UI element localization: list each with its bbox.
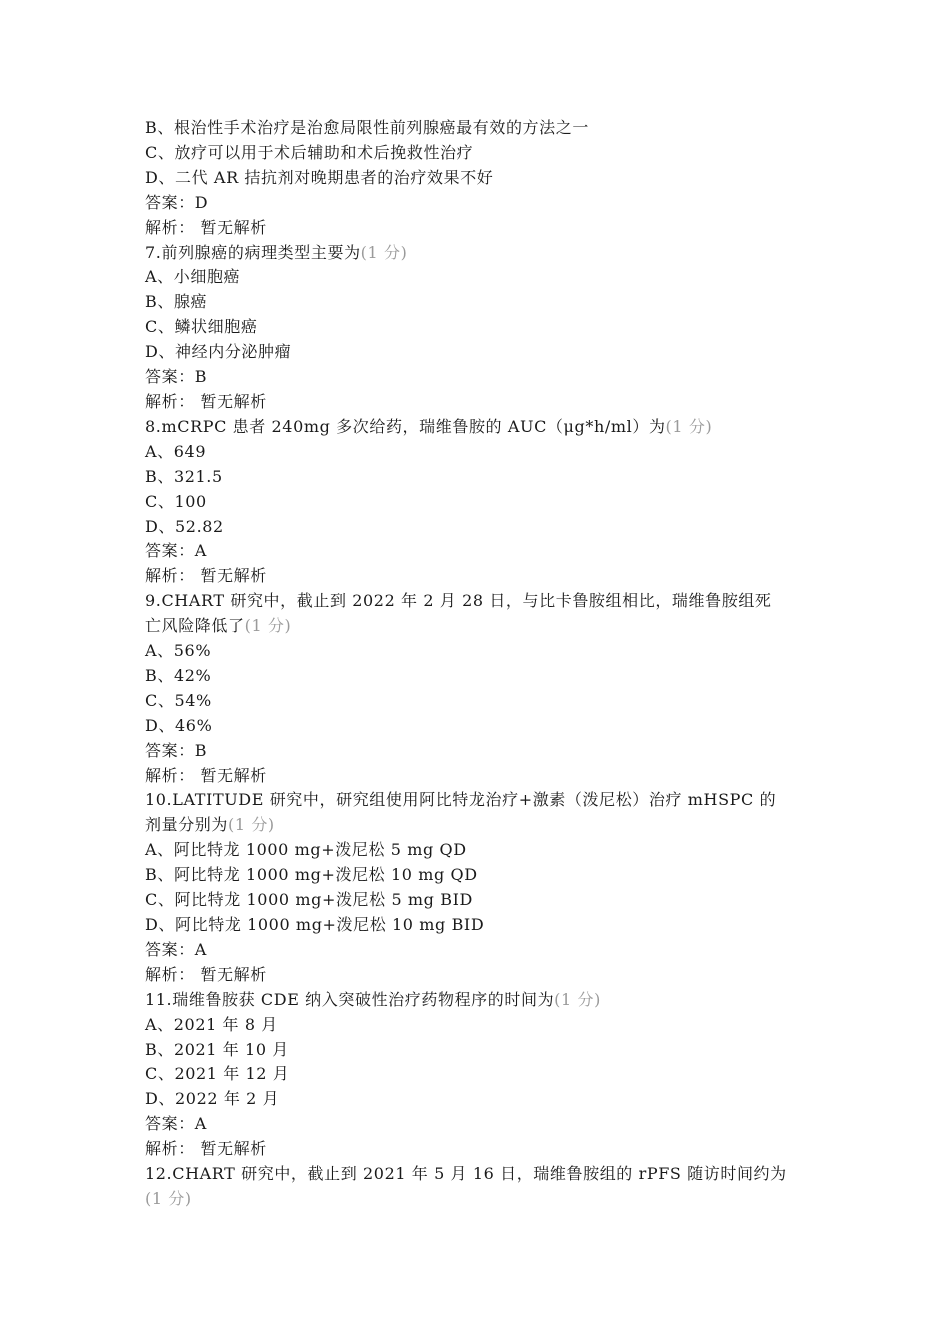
question-stem: 10.LATITUDE 研究中，研究组使用阿比特龙治疗+激素（泼尼松）治疗 mHSPC 的 [145, 790, 777, 810]
option-b: B、321.5 [145, 466, 223, 486]
option-c: C、100 [145, 491, 207, 511]
option-b: B、42% [145, 665, 212, 685]
question-score: (1 分) [145, 1188, 192, 1208]
analysis: 解析： 暂无解析 [145, 1139, 267, 1159]
option-d: D、阿比特龙 1000 mg+泼尼松 10 mg BID [145, 915, 485, 934]
answer: 答案：A [145, 541, 207, 561]
answer: 答案：B [145, 367, 208, 387]
option-a: A、56% [145, 641, 212, 661]
answer: 答案：A [145, 1114, 207, 1134]
option-a: A、2021 年 8 月 [145, 1014, 278, 1034]
option-c: C、54% [145, 690, 212, 710]
answer: 答案：D [145, 192, 209, 212]
analysis: 解析： 暂无解析 [145, 217, 267, 237]
option-c: C、阿比特龙 1000 mg+泼尼松 5 mg BID [145, 890, 473, 910]
answer: 答案：B [145, 740, 208, 760]
question-stem: 9.CHART 研究中，截止到 2022 年 2 月 28 日，与比卡鲁胺组相比，瑞维鲁胺组死 [145, 591, 772, 611]
option-b: B、腺癌 [145, 292, 208, 312]
question-score: (1 分) [360, 242, 408, 262]
answer: 答案：A [145, 939, 207, 959]
analysis: 解析： 暂无解析 [145, 765, 267, 785]
question-stem-continued: 亡风险降低了(1 分) [145, 616, 292, 636]
option-c: C、鳞状细胞癌 [145, 317, 258, 337]
question-stem: 7.前列腺癌的病理类型主要为(1 分) [145, 242, 408, 262]
option-c: C、2021 年 12 月 [145, 1064, 290, 1084]
option-d: D、46% [145, 715, 213, 735]
option-d: D、52.82 [145, 516, 224, 536]
option-a: A、小细胞癌 [145, 267, 241, 287]
option-d: D、2022 年 2 月 [145, 1089, 280, 1109]
option-d: D、二代 AR 拮抗剂对晚期患者的治疗效果不好 [145, 167, 494, 187]
question-score: (1 分) [228, 815, 275, 835]
document-page [145, 116, 815, 1212]
question-score: (1 分) [665, 416, 713, 436]
question-stem: 12.CHART 研究中，截止到 2021 年 5 月 16 日，瑞维鲁胺组的 rPFS 随访时间约为 [145, 1164, 787, 1184]
option-c: C、放疗可以用于术后辅助和术后挽救性治疗 [145, 142, 474, 162]
option-d: D、神经内分泌肿瘤 [145, 342, 292, 362]
question-stem: 11.瑞维鲁胺获 CDE 纳入突破性治疗药物程序的时间为(1 分) [145, 989, 601, 1009]
option-b: B、根治性手术治疗是治愈局限性前列腺癌最有效的方法之一 [145, 118, 589, 137]
question-stem-continued: 剂量分别为(1 分) [145, 815, 275, 835]
option-a: A、阿比特龙 1000 mg+泼尼松 5 mg QD [145, 840, 467, 860]
question-score: (1 分) [554, 989, 601, 1009]
question-score: (1 分) [244, 616, 292, 636]
analysis: 解析： 暂无解析 [145, 964, 267, 984]
analysis: 解析： 暂无解析 [145, 391, 267, 411]
question-stem: 8.mCRPC 患者 240mg 多次给药，瑞维鲁胺的 AUC（μg*h/ml）为(1 分) [145, 416, 713, 436]
option-b: B、阿比特龙 1000 mg+泼尼松 10 mg QD [145, 865, 478, 885]
option-b: B、2021 年 10 月 [145, 1039, 289, 1059]
analysis: 解析： 暂无解析 [145, 566, 267, 586]
option-a: A、649 [145, 441, 207, 461]
